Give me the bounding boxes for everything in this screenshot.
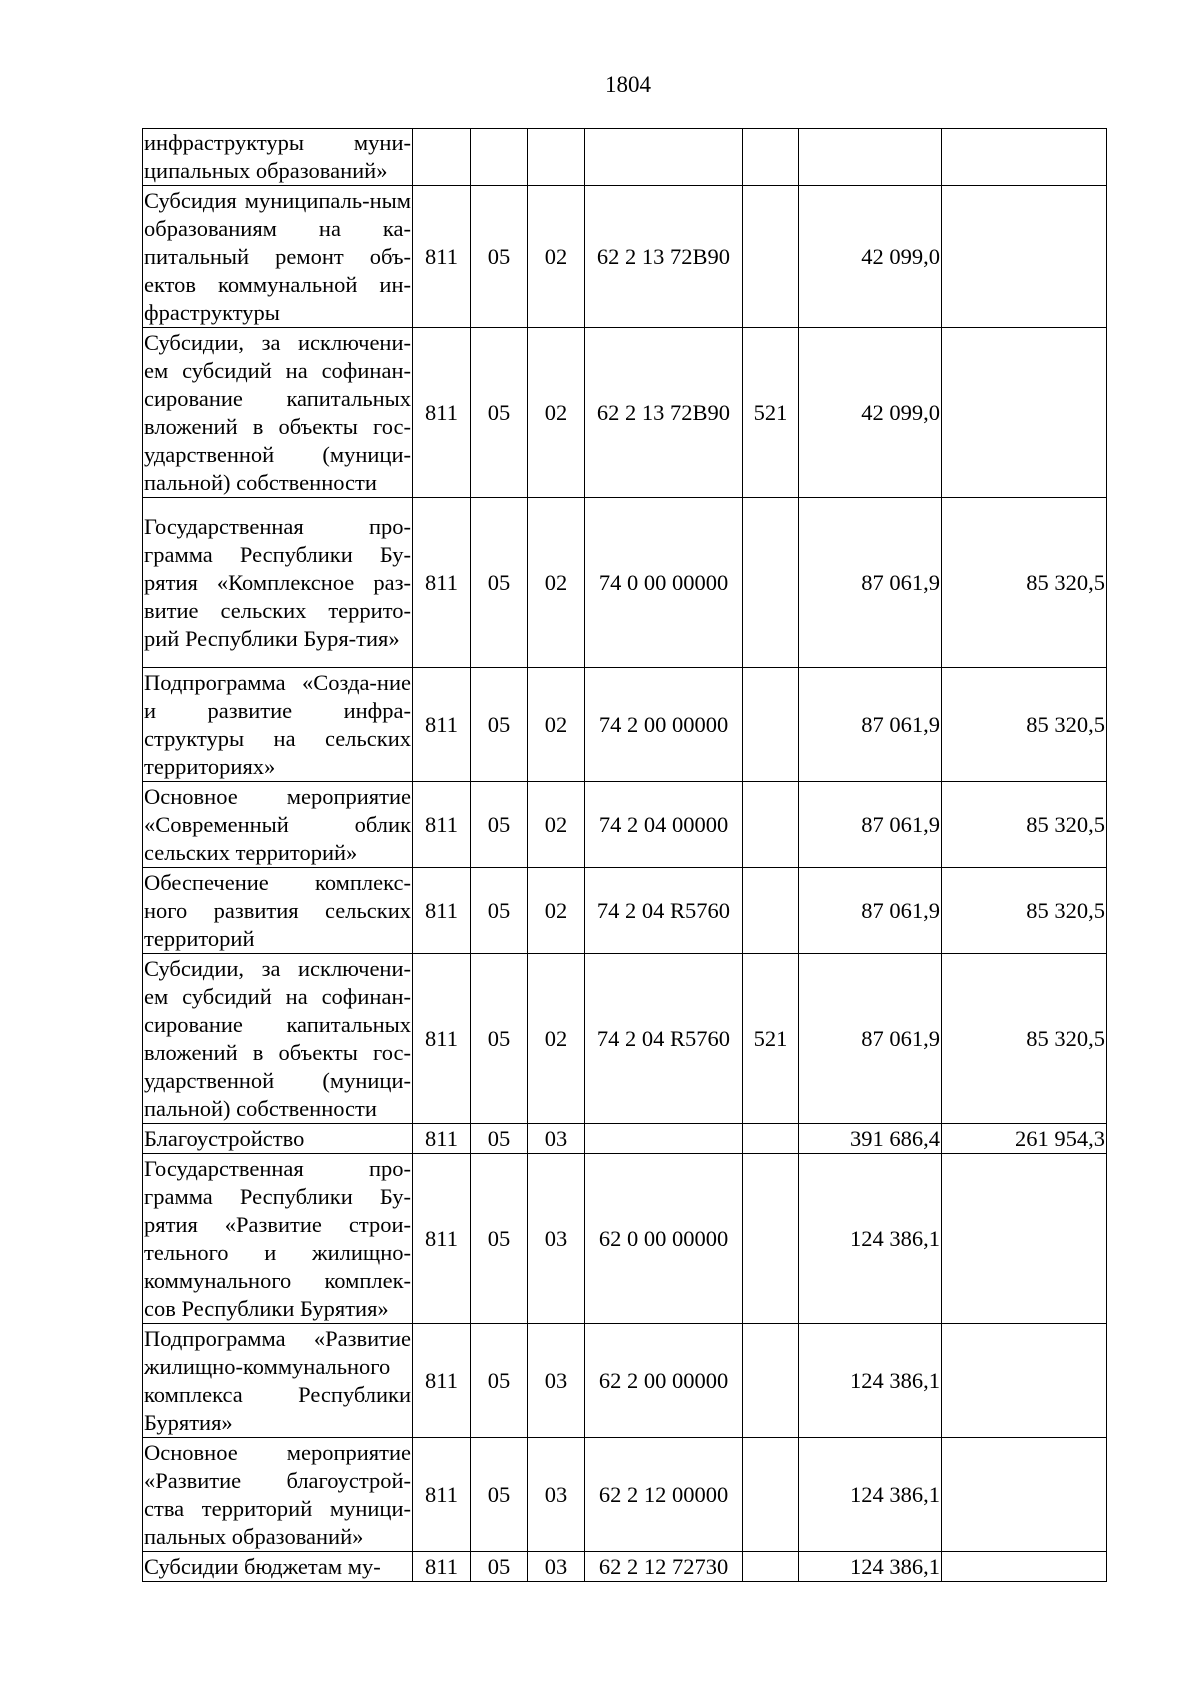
ministry-code: 811 [413, 1124, 471, 1154]
target-article-code: 74 2 04 00000 [585, 782, 743, 868]
row-name: Основное мероприятие «Развитие благоустрой-ства территорий муници-пальных образований» [143, 1438, 413, 1552]
page-number: 1804 [605, 72, 651, 97]
table-row [143, 129, 1107, 186]
table-row [143, 1124, 1107, 1154]
amount-year-2 [942, 1154, 1107, 1324]
table-row [143, 1552, 1107, 1582]
amount-year-1: 124 386,1 [799, 1438, 942, 1552]
subsection-code: 02 [528, 186, 585, 328]
section-code: 05 [471, 1324, 528, 1438]
target-article-code: 74 2 00 00000 [585, 668, 743, 782]
target-article-code: 62 2 12 00000 [585, 1438, 743, 1552]
subsection-code: 03 [528, 1124, 585, 1154]
ministry-code: 811 [413, 668, 471, 782]
table-row [143, 668, 1107, 782]
target-article-code [585, 129, 743, 186]
section-code: 05 [471, 498, 528, 668]
row-name: Основное мероприятие «Современный облик сельских территорий» [143, 782, 413, 868]
subsection-code: 02 [528, 954, 585, 1124]
expense-type-code [743, 868, 799, 954]
amount-year-1: 42 099,0 [799, 186, 942, 328]
amount-year-2 [942, 186, 1107, 328]
amount-year-2 [942, 1552, 1107, 1582]
table-row [143, 186, 1107, 328]
ministry-code: 811 [413, 498, 471, 668]
expense-type-code [743, 186, 799, 328]
target-article-code: 62 2 13 72B90 [585, 328, 743, 498]
ministry-code: 811 [413, 868, 471, 954]
expense-type-code [743, 668, 799, 782]
subsection-code: 03 [528, 1154, 585, 1324]
section-code: 05 [471, 186, 528, 328]
table-row [143, 1438, 1107, 1552]
ministry-code: 811 [413, 186, 471, 328]
subsection-code: 02 [528, 668, 585, 782]
table-row [143, 498, 1107, 668]
section-code: 05 [471, 954, 528, 1124]
row-name: Подпрограмма «Созда-ние и развитие инфра-структуры на сельских территориях» [143, 668, 413, 782]
expense-type-code [743, 1324, 799, 1438]
row-name: Государственная про-грамма Республики Бу-рятия «Развитие строи-тельного и жилищно-коммунального комплек-сов Республики Бурятия» [143, 1154, 413, 1324]
target-article-code [585, 1124, 743, 1154]
row-name: инфраструктуры муни-ципальных образований» [143, 129, 413, 186]
target-article-code: 62 0 00 00000 [585, 1154, 743, 1324]
section-code: 05 [471, 1438, 528, 1552]
amount-year-1: 124 386,1 [799, 1552, 942, 1582]
amount-year-2: 85 320,5 [942, 498, 1107, 668]
subsection-code: 03 [528, 1438, 585, 1552]
section-code [471, 129, 528, 186]
expense-type-code [743, 1154, 799, 1324]
row-name: Субсидии, за исключени-ем субсидий на софинан-сирование капитальных вложений в объекты гос-ударственной (муници-пальной) собственности [143, 328, 413, 498]
table-row [143, 954, 1107, 1124]
table-row [143, 1324, 1107, 1438]
ministry-code [413, 129, 471, 186]
row-name: Благоустройство [143, 1124, 413, 1154]
amount-year-1: 87 061,9 [799, 498, 942, 668]
expense-type-code: 521 [743, 328, 799, 498]
row-name: Субсидия муниципаль-ным образованиям на ка-питальный ремонт объ-ектов коммунальной ин-фраструктуры [143, 186, 413, 328]
target-article-code: 62 2 00 00000 [585, 1324, 743, 1438]
table-row [143, 1154, 1107, 1324]
ministry-code: 811 [413, 1552, 471, 1582]
ministry-code: 811 [413, 1324, 471, 1438]
table-row [143, 868, 1107, 954]
section-code: 05 [471, 668, 528, 782]
amount-year-2: 85 320,5 [942, 954, 1107, 1124]
ministry-code: 811 [413, 1438, 471, 1552]
section-code: 05 [471, 1124, 528, 1154]
expense-type-code [743, 1124, 799, 1154]
amount-year-1: 87 061,9 [799, 868, 942, 954]
amount-year-1: 124 386,1 [799, 1324, 942, 1438]
amount-year-1: 87 061,9 [799, 954, 942, 1124]
amount-year-1: 391 686,4 [799, 1124, 942, 1154]
subsection-code: 02 [528, 782, 585, 868]
row-name: Государственная про-грамма Республики Бу-рятия «Комплексное раз-витие сельских террито-рий Республики Буря-тия» [143, 498, 413, 668]
expense-type-code [743, 782, 799, 868]
amount-year-2 [942, 129, 1107, 186]
row-name: Обеспечение комплекс-ного развития сельских территорий [143, 868, 413, 954]
ministry-code: 811 [413, 328, 471, 498]
target-article-code: 74 0 00 00000 [585, 498, 743, 668]
ministry-code: 811 [413, 954, 471, 1124]
target-article-code: 74 2 04 R5760 [585, 868, 743, 954]
amount-year-1: 87 061,9 [799, 668, 942, 782]
ministry-code: 811 [413, 1154, 471, 1324]
section-code: 05 [471, 1154, 528, 1324]
subsection-code: 02 [528, 328, 585, 498]
section-code: 05 [471, 868, 528, 954]
expense-type-code [743, 1552, 799, 1582]
amount-year-1 [799, 129, 942, 186]
row-name: Подпрограмма «Развитие жилищно-коммунального комплекса Республики Бурятия» [143, 1324, 413, 1438]
expense-type-code [743, 498, 799, 668]
expense-type-code: 521 [743, 954, 799, 1124]
section-code: 05 [471, 782, 528, 868]
amount-year-2 [942, 328, 1107, 498]
section-code: 05 [471, 328, 528, 498]
amount-year-2 [942, 1324, 1107, 1438]
amount-year-1: 87 061,9 [799, 782, 942, 868]
expense-type-code [743, 129, 799, 186]
subsection-code: 03 [528, 1552, 585, 1582]
subsection-code: 02 [528, 868, 585, 954]
section-code: 05 [471, 1552, 528, 1582]
table-body [143, 129, 1107, 1582]
target-article-code: 62 2 12 72730 [585, 1552, 743, 1582]
row-name: Субсидии, за исключени-ем субсидий на софинан-сирование капитальных вложений в объекты гос-ударственной (муници-пальной) собственности [143, 954, 413, 1124]
subsection-code: 03 [528, 1324, 585, 1438]
amount-year-2: 85 320,5 [942, 668, 1107, 782]
amount-year-2: 85 320,5 [942, 868, 1107, 954]
subsection-code [528, 129, 585, 186]
amount-year-1: 124 386,1 [799, 1154, 942, 1324]
budget-table [142, 128, 1107, 1582]
table-row [143, 782, 1107, 868]
row-name: Субсидии бюджетам му- [143, 1552, 413, 1582]
target-article-code: 62 2 13 72B90 [585, 186, 743, 328]
target-article-code: 74 2 04 R5760 [585, 954, 743, 1124]
amount-year-1: 42 099,0 [799, 328, 942, 498]
amount-year-2: 261 954,3 [942, 1124, 1107, 1154]
subsection-code: 02 [528, 498, 585, 668]
ministry-code: 811 [413, 782, 471, 868]
amount-year-2 [942, 1438, 1107, 1552]
expense-type-code [743, 1438, 799, 1552]
amount-year-2: 85 320,5 [942, 782, 1107, 868]
table-row [143, 328, 1107, 498]
